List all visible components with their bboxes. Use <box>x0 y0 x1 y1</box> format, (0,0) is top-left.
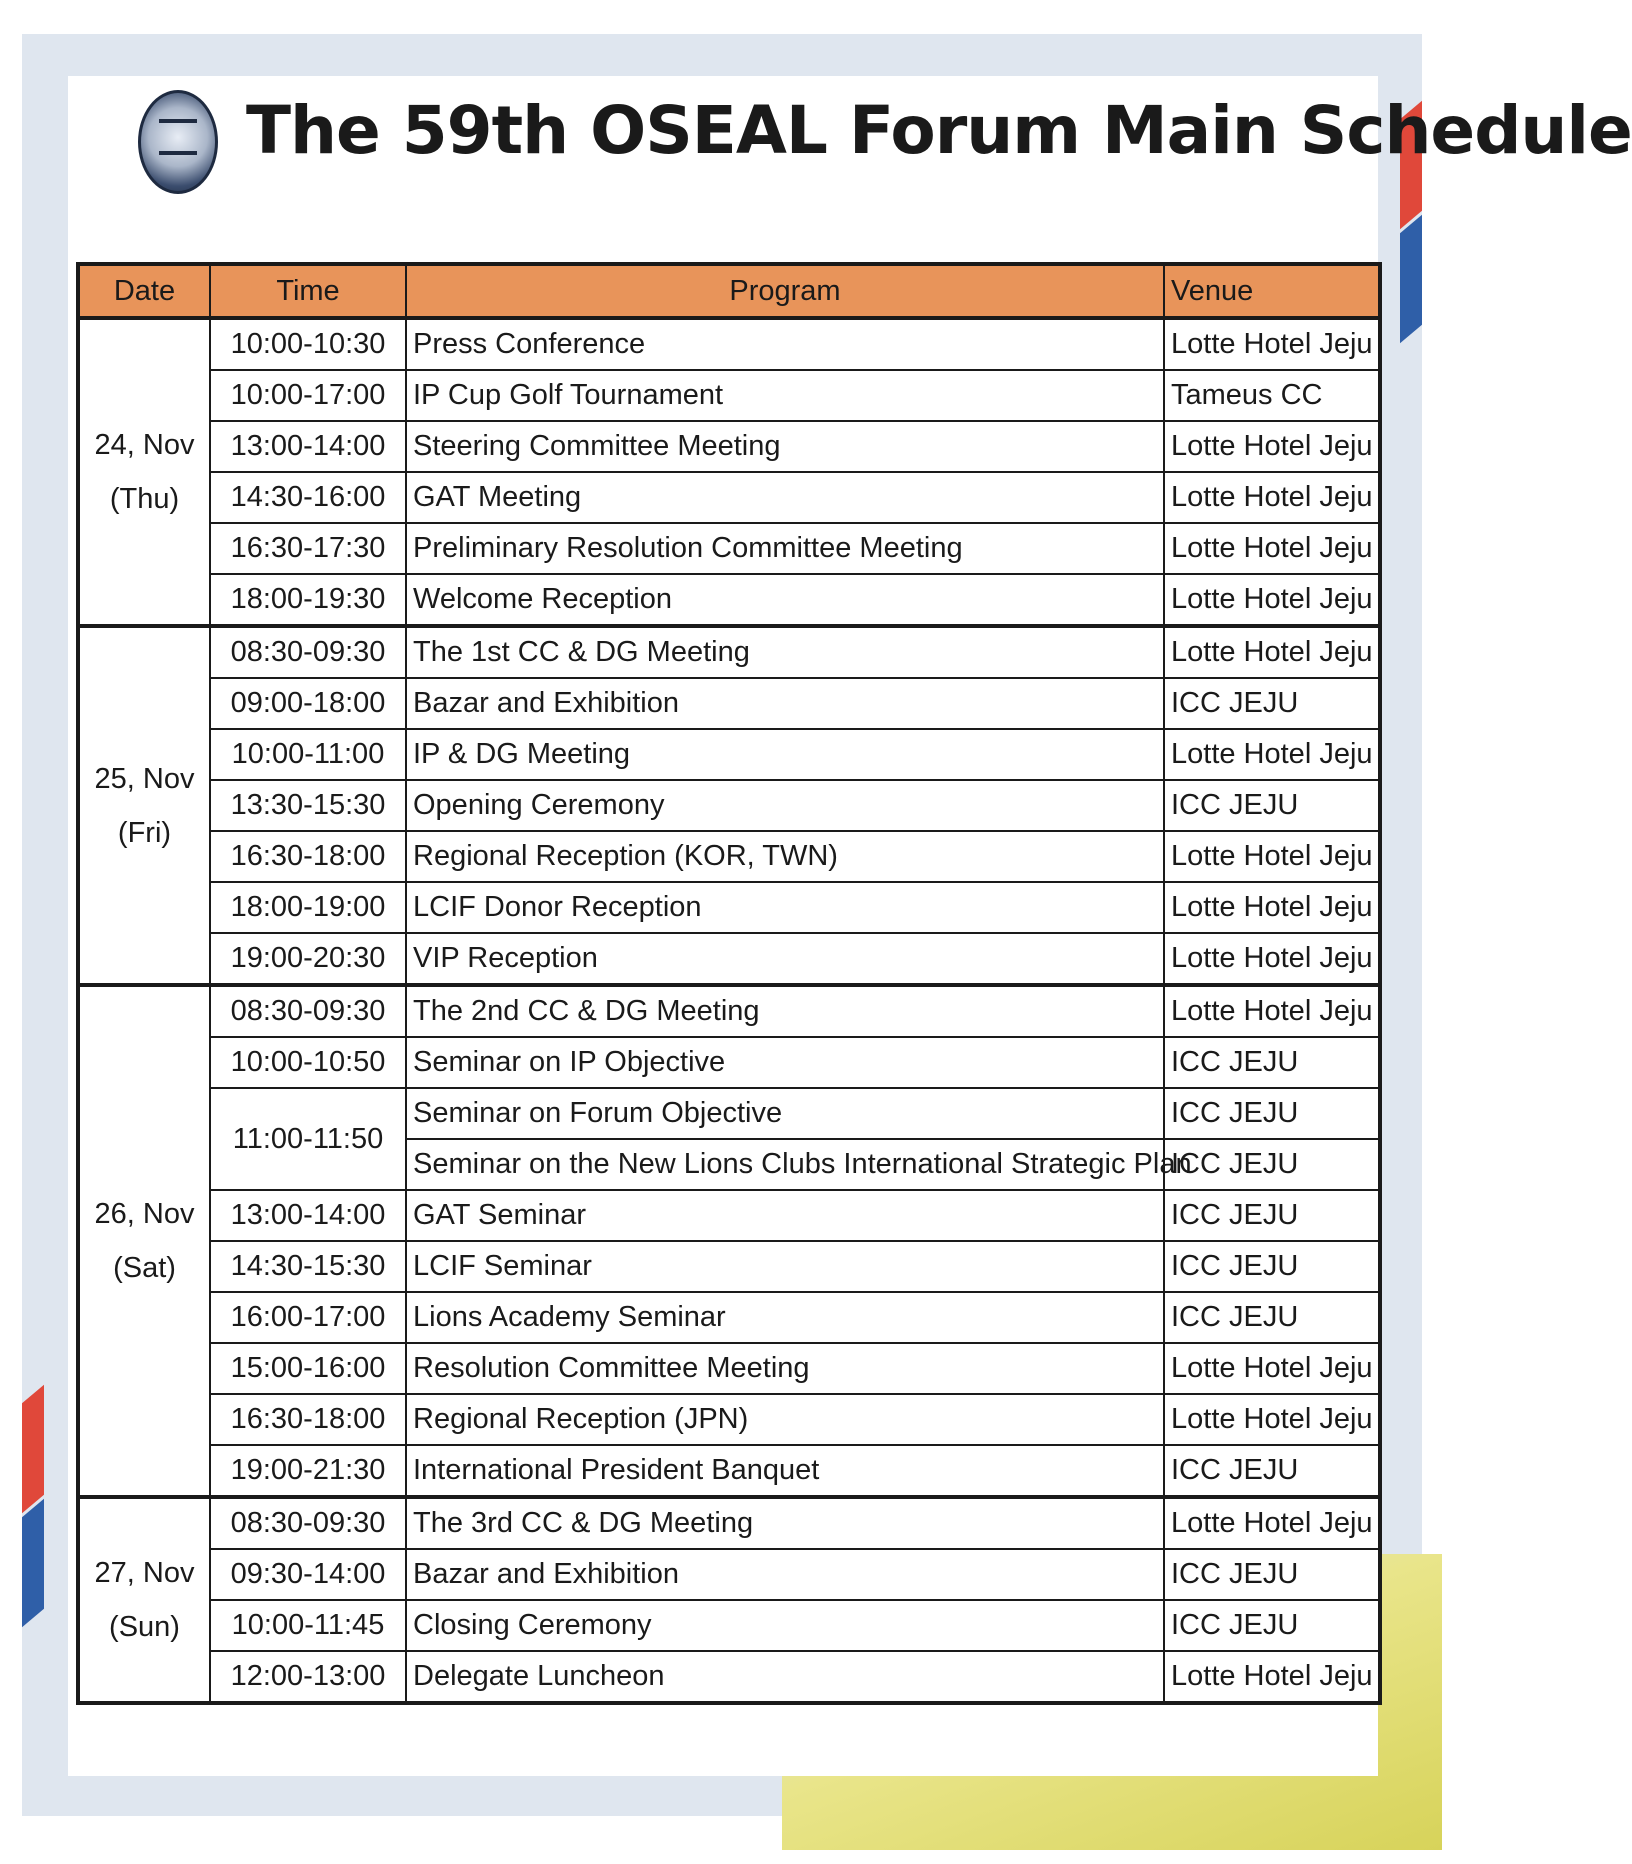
table-row <box>78 1241 1380 1292</box>
table-row <box>78 1343 1380 1394</box>
weekday-label: (Fri) <box>117 816 172 849</box>
program-cell: GAT Seminar <box>406 1190 1164 1241</box>
venue-cell: Lotte Hotel Jeju <box>1164 1343 1380 1394</box>
venue-cell: Lotte Hotel Jeju <box>1164 421 1380 472</box>
venue-cell: Lotte Hotel Jeju <box>1164 1497 1380 1549</box>
venue-cell: Lotte Hotel Jeju <box>1164 626 1380 678</box>
venue-cell: ICC JEJU <box>1164 1600 1380 1651</box>
program-cell: Regional Reception (KOR, TWN) <box>406 831 1164 882</box>
time-cell: 18:00-19:00 <box>210 882 406 933</box>
column-header-venue: Venue <box>1164 264 1380 318</box>
time-cell: 19:00-20:30 <box>210 933 406 985</box>
time-cell: 13:00-14:00 <box>210 1190 406 1241</box>
venue-cell: ICC JEJU <box>1164 1241 1380 1292</box>
venue-cell: ICC JEJU <box>1164 1088 1380 1139</box>
table-row <box>78 729 1380 780</box>
table-row <box>78 1190 1380 1241</box>
program-cell: International President Banquet <box>406 1445 1164 1497</box>
table-row <box>78 1394 1380 1445</box>
time-cell: 09:30-14:00 <box>210 1549 406 1600</box>
time-cell: 08:30-09:30 <box>210 1497 406 1549</box>
time-cell: 10:00-17:00 <box>210 370 406 421</box>
program-cell: Seminar on the New Lions Clubs International Strategic Plan <box>406 1139 1164 1190</box>
time-cell: 10:00-10:30 <box>210 318 406 370</box>
program-cell: Regional Reception (JPN) <box>406 1394 1164 1445</box>
time-cell: 08:30-09:30 <box>210 626 406 678</box>
date-cell <box>78 1497 210 1703</box>
venue-cell: ICC JEJU <box>1164 1292 1380 1343</box>
program-cell: Seminar on IP Objective <box>406 1037 1164 1088</box>
venue-cell: Lotte Hotel Jeju <box>1164 933 1380 985</box>
table-row <box>78 472 1380 523</box>
table-row <box>78 626 1380 678</box>
program-cell: Bazar and Exhibition <box>406 678 1164 729</box>
table-row <box>78 780 1380 831</box>
page-title: The 59th OSEAL Forum Main Schedule <box>246 92 1632 169</box>
frame-stripe-blue <box>22 1499 44 1627</box>
table-row <box>78 1497 1380 1549</box>
program-cell: Lions Academy Seminar <box>406 1292 1164 1343</box>
date-label: 26, Nov <box>94 1198 195 1230</box>
venue-cell: Lotte Hotel Jeju <box>1164 882 1380 933</box>
column-header-program: Program <box>406 264 1164 318</box>
program-cell: VIP Reception <box>406 933 1164 985</box>
time-cell: 14:30-15:30 <box>210 1241 406 1292</box>
time-cell: 16:30-18:00 <box>210 1394 406 1445</box>
venue-cell: Lotte Hotel Jeju <box>1164 729 1380 780</box>
time-cell: 14:30-16:00 <box>210 472 406 523</box>
program-cell: Seminar on Forum Objective <box>406 1088 1164 1139</box>
table-row <box>78 1088 1380 1139</box>
frame-stripe-blue <box>1400 215 1422 343</box>
venue-cell: ICC JEJU <box>1164 1139 1380 1190</box>
table-row <box>78 831 1380 882</box>
time-cell: 16:00-17:00 <box>210 1292 406 1343</box>
oseal-logo-icon <box>138 90 218 194</box>
time-cell: 10:00-11:00 <box>210 729 406 780</box>
table-header-row <box>78 264 1380 318</box>
time-cell: 10:00-10:50 <box>210 1037 406 1088</box>
time-cell: 11:00-11:50 <box>210 1088 406 1190</box>
time-cell: 10:00-11:45 <box>210 1600 406 1651</box>
table-row <box>78 678 1380 729</box>
date-label: 25, Nov <box>94 762 195 795</box>
date-label: 27, Nov <box>94 1557 195 1589</box>
table-row <box>78 1037 1380 1088</box>
page-header <box>138 90 1632 198</box>
weekday-label: (Sun) <box>109 1611 180 1643</box>
time-cell: 16:30-18:00 <box>210 831 406 882</box>
venue-cell: Lotte Hotel Jeju <box>1164 1651 1380 1703</box>
table-row <box>78 1549 1380 1600</box>
program-cell: IP Cup Golf Tournament <box>406 370 1164 421</box>
table-row <box>78 574 1380 626</box>
program-cell: The 1st CC & DG Meeting <box>406 626 1164 678</box>
venue-cell: ICC JEJU <box>1164 1549 1380 1600</box>
program-cell: Resolution Committee Meeting <box>406 1343 1164 1394</box>
date-cell <box>78 626 210 985</box>
table-row <box>78 882 1380 933</box>
weekday-label: (Sat) <box>113 1252 176 1284</box>
program-cell: The 3rd CC & DG Meeting <box>406 1497 1164 1549</box>
program-cell: Preliminary Resolution Committee Meeting <box>406 523 1164 574</box>
venue-cell: Tameus CC <box>1164 370 1380 421</box>
time-cell: 13:30-15:30 <box>210 780 406 831</box>
table-row <box>78 1445 1380 1497</box>
program-cell: IP & DG Meeting <box>406 729 1164 780</box>
table-row <box>78 318 1380 370</box>
program-cell: Steering Committee Meeting <box>406 421 1164 472</box>
table-row <box>78 1600 1380 1651</box>
table-row <box>78 933 1380 985</box>
time-cell: 16:30-17:30 <box>210 523 406 574</box>
table-row <box>78 421 1380 472</box>
venue-cell: Lotte Hotel Jeju <box>1164 472 1380 523</box>
table-row <box>78 985 1380 1037</box>
table-row <box>78 1651 1380 1703</box>
table-row <box>78 370 1380 421</box>
program-cell: Bazar and Exhibition <box>406 1549 1164 1600</box>
venue-cell: Lotte Hotel Jeju <box>1164 318 1380 370</box>
venue-cell: ICC JEJU <box>1164 1037 1380 1088</box>
time-cell: 18:00-19:30 <box>210 574 406 626</box>
program-cell: Opening Ceremony <box>406 780 1164 831</box>
table-row <box>78 523 1380 574</box>
time-cell: 12:00-13:00 <box>210 1651 406 1703</box>
column-header-time: Time <box>210 264 406 318</box>
venue-cell: Lotte Hotel Jeju <box>1164 574 1380 626</box>
schedule-table <box>76 262 1382 1705</box>
weekday-label: (Thu) <box>109 483 180 515</box>
time-cell: 09:00-18:00 <box>210 678 406 729</box>
venue-cell: Lotte Hotel Jeju <box>1164 523 1380 574</box>
time-cell: 08:30-09:30 <box>210 985 406 1037</box>
date-cell <box>78 985 210 1497</box>
schedule-body <box>78 318 1380 1703</box>
venue-cell: ICC JEJU <box>1164 1445 1380 1497</box>
column-header-date: Date <box>78 264 210 318</box>
venue-cell: ICC JEJU <box>1164 678 1380 729</box>
venue-cell: ICC JEJU <box>1164 780 1380 831</box>
program-cell: Press Conference <box>406 318 1164 370</box>
program-cell: The 2nd CC & DG Meeting <box>406 985 1164 1037</box>
date-cell <box>78 318 210 626</box>
venue-cell: ICC JEJU <box>1164 1190 1380 1241</box>
date-label: 24, Nov <box>94 429 195 461</box>
program-cell: Welcome Reception <box>406 574 1164 626</box>
program-cell: Closing Ceremony <box>406 1600 1164 1651</box>
time-cell: 13:00-14:00 <box>210 421 406 472</box>
frame-stripe-red <box>22 1385 44 1513</box>
time-cell: 19:00-21:30 <box>210 1445 406 1497</box>
program-cell: LCIF Seminar <box>406 1241 1164 1292</box>
program-cell: Delegate Luncheon <box>406 1651 1164 1703</box>
table-row <box>78 1292 1380 1343</box>
program-cell: GAT Meeting <box>406 472 1164 523</box>
venue-cell: Lotte Hotel Jeju <box>1164 831 1380 882</box>
venue-cell: Lotte Hotel Jeju <box>1164 985 1380 1037</box>
venue-cell: Lotte Hotel Jeju <box>1164 1394 1380 1445</box>
time-cell: 15:00-16:00 <box>210 1343 406 1394</box>
program-cell: LCIF Donor Reception <box>406 882 1164 933</box>
